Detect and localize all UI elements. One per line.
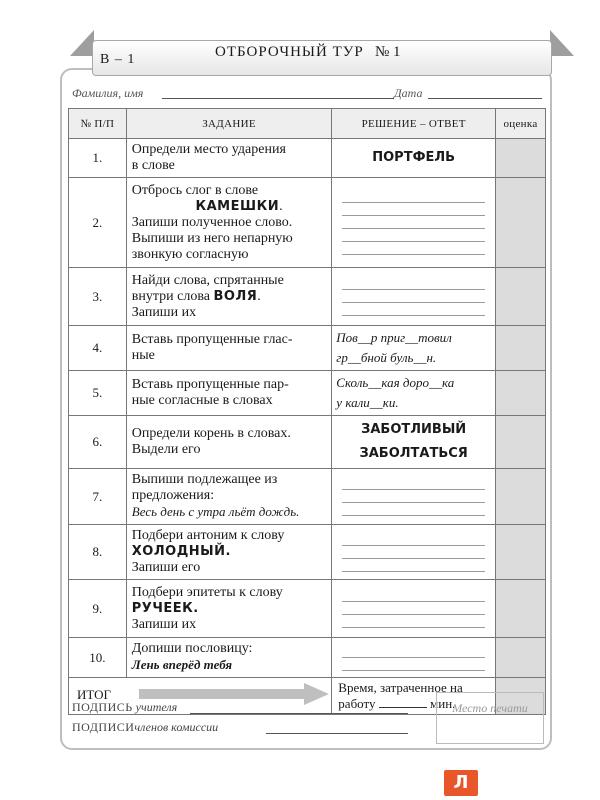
page-title: ОТБОРОЧНЫЙ ТУР [215,44,364,60]
task-table [68,108,546,715]
answer-text[interactable]: Сколь__кая доро__ка у кали__ки. [332,371,496,416]
grade-cell[interactable] [496,580,546,638]
time-field[interactable] [379,707,427,708]
grade-cell[interactable] [496,469,546,525]
seal-box: Место печати [436,692,544,744]
col-header-number: № П/П [69,109,127,139]
row-number: 8. [69,525,127,580]
grade-cell[interactable] [496,371,546,416]
answer-lines[interactable] [332,469,496,525]
row-number: 2. [69,178,127,268]
name-label: Фамилия, имя [72,86,144,100]
row-number: 7. [69,469,127,525]
table-row [69,326,546,371]
name-field[interactable] [162,98,394,99]
row-number: 6. [69,416,127,469]
task-text: Отбрось слог в слове КАМЕШКИ. Запиши полученное слово. Выпиши из него непарную звонкую согласную [126,178,332,268]
table-row [69,139,546,178]
task-text: Выпиши подлежащее из предложения: Весь день с утра льёт дождь. [126,469,332,525]
date-label: Дата [394,86,423,100]
commission-signature-label: ПОДПИСИчленов комиссии [72,720,219,734]
grade-cell[interactable] [496,525,546,580]
grade-cell[interactable] [496,139,546,178]
student-info-row [72,86,542,102]
grade-cell[interactable] [496,178,546,268]
date-field[interactable] [428,98,542,99]
variant-label: В – 1 [100,52,136,67]
task-text: Вставь пропущенные пар- ные согласные в словах [126,371,332,416]
answer-word: ПОРТФЕЛЬ [332,139,496,178]
teacher-signature-line[interactable] [190,713,408,714]
teacher-signature-label: ПОДПИСЬ учителя [72,700,178,714]
answer-lines[interactable] [332,268,496,326]
grade-cell[interactable] [496,638,546,678]
col-header-grade: оценка [496,109,546,139]
task-text: Допиши пословицу: Лень вперёд тебя [126,638,332,678]
answer-lines[interactable] [332,638,496,678]
publisher-logo: Л [444,770,478,796]
table-header-row [69,109,546,139]
grade-cell[interactable] [496,416,546,469]
row-number: 1. [69,139,127,178]
ribbon-right-tail [550,30,574,56]
row-number: 9. [69,580,127,638]
table-row [69,416,546,469]
row-number: 3. [69,268,127,326]
task-text: Вставь пропущенные глас- ные [126,326,332,371]
table-row [69,178,546,268]
answer-lines[interactable] [332,178,496,268]
commission-signature-line[interactable] [266,733,408,734]
answer-text[interactable]: Пов__р приг__товил гр__бной буль__н. [332,326,496,371]
answer-lines[interactable] [332,580,496,638]
grade-cell[interactable] [496,268,546,326]
table-row [69,469,546,525]
time-spent: Время, затраченное на работу мин. [332,678,496,715]
total-label: ИТОГ [77,687,112,702]
row-number: 5. [69,371,127,416]
row-number: 10. [69,638,127,678]
task-text: Подбери антоним к слову ХОЛОДНЫЙ. Запиши его [126,525,332,580]
col-header-task: ЗАДАНИЕ [126,109,332,139]
table-row [69,580,546,638]
round-number: № 1 [375,44,401,60]
table-row [69,525,546,580]
table-row [69,638,546,678]
grade-cell[interactable] [496,326,546,371]
answer-lines[interactable] [332,525,496,580]
task-text: Определи корень в словах. Выдели его [126,416,332,469]
task-text: Определи место ударения в слове [126,139,332,178]
table-row [69,371,546,416]
row-number: 4. [69,326,127,371]
task-text: Подбери эпитеты к слову РУЧЕЕК. Запиши их [126,580,332,638]
table-row [69,268,546,326]
ribbon-left-tail [70,30,94,56]
answer-words: ЗАБОТЛИВЫЙ ЗАБОЛТАТЬСЯ [332,416,496,469]
task-text: Найди слова, спрятанные внутри слова ВОЛЯ. Запиши их [126,268,332,326]
col-header-answer: РЕШЕНИЕ – ОТВЕТ [332,109,496,139]
